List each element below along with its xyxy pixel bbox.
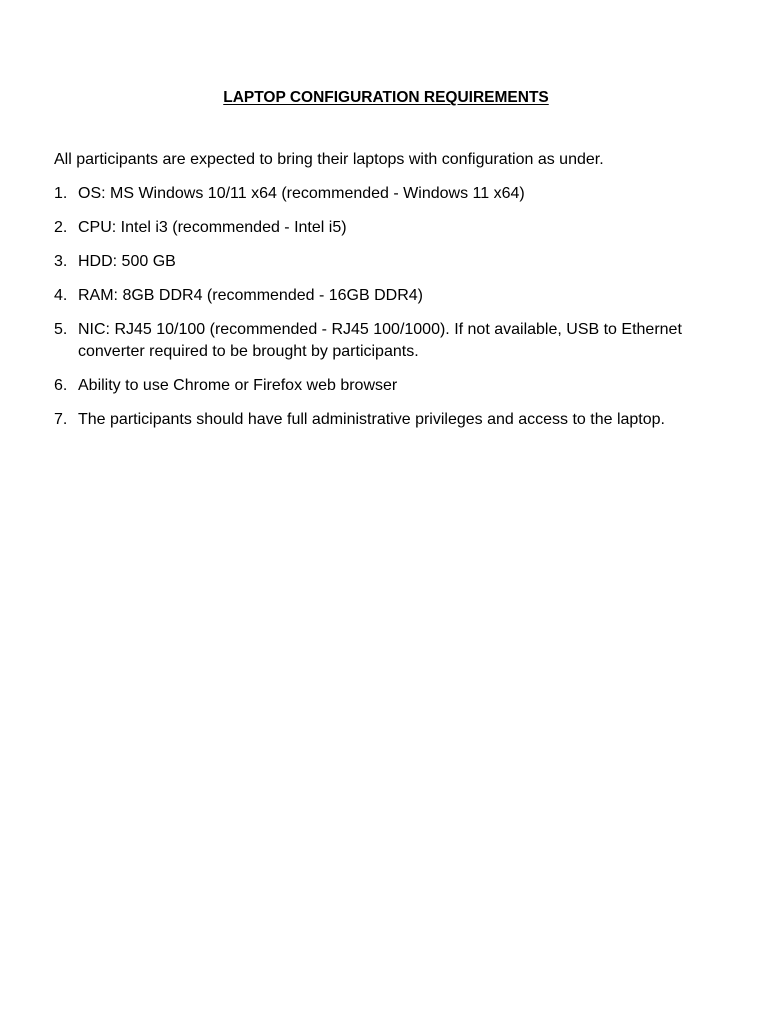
list-item-number: 1. xyxy=(54,185,68,202)
list-item-number: 7. xyxy=(54,411,68,428)
intro-paragraph: All participants are expected to bring their laptops with configuration as under. xyxy=(54,151,604,168)
list-item-text: Ability to use Chrome or Firefox web browser xyxy=(78,377,398,394)
list-item-number: 3. xyxy=(54,253,68,270)
list-item-number: 2. xyxy=(54,219,68,236)
list-item-number: 4. xyxy=(54,287,68,304)
requirements-list xyxy=(54,183,724,443)
list-item-number: 6. xyxy=(54,377,68,394)
list-item xyxy=(54,409,724,431)
list-item xyxy=(54,285,724,307)
list-item-number: 5. xyxy=(54,321,68,338)
list-item xyxy=(54,217,724,239)
list-item xyxy=(54,251,724,273)
list-item-text: CPU: Intel i3 (recommended - Intel i5) xyxy=(78,219,347,236)
list-item xyxy=(54,375,724,397)
list-item xyxy=(54,183,724,205)
page-title: LAPTOP CONFIGURATION REQUIREMENTS xyxy=(223,89,549,106)
list-item-text: NIC: RJ45 10/100 (recommended - RJ45 100/1000). If not available, USB to Ethernet converter required to be brought by participants. xyxy=(78,321,682,360)
list-item-text: HDD: 500 GB xyxy=(78,253,176,270)
list-item-text: The participants should have full administrative privileges and access to the laptop. xyxy=(78,411,665,428)
list-item-text: RAM: 8GB DDR4 (recommended - 16GB DDR4) xyxy=(78,287,423,304)
list-item-text: OS: MS Windows 10/11 x64 (recommended - Windows 11 x64) xyxy=(78,185,525,202)
list-item xyxy=(54,319,724,363)
